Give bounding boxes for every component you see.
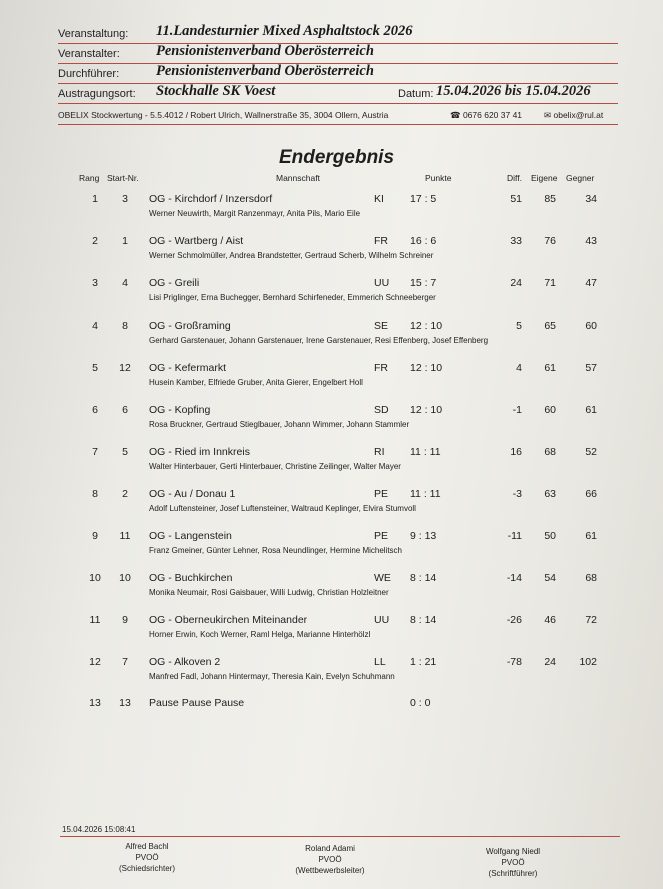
table-row <box>0 235 663 277</box>
signature-name: Roland Adami <box>305 844 355 853</box>
cell-start: 8 <box>122 320 128 332</box>
cell-team: OG - Alkoven 2 <box>149 656 221 668</box>
signature-role: (Schiedsrichter) <box>118 864 175 873</box>
cell-gegner: 61 <box>585 530 597 542</box>
cell-team: OG - Kirchdorf / Inzersdorf <box>149 193 273 205</box>
cell-team: OG - Großraming <box>149 320 231 332</box>
veranstaltung-value: 11.Landesturnier Mixed Asphaltstock 2026 <box>156 23 413 39</box>
cell-start: 6 <box>122 404 128 416</box>
table-row <box>0 362 663 404</box>
cell-diff: -78 <box>506 656 522 668</box>
cell-gegner: 47 <box>585 277 597 289</box>
cell-punkte: 11 : 11 <box>410 488 441 500</box>
table-row <box>0 697 663 739</box>
cell-code: WE <box>374 572 391 584</box>
cell-punkte: 8 : 14 <box>410 572 437 584</box>
cell-eigene: 50 <box>544 530 556 542</box>
cell-diff: -3 <box>512 488 522 500</box>
cell-code: KI <box>374 193 384 205</box>
header-veranstalter-row <box>58 42 618 64</box>
team-members: Husein Kamber, Elfriede Gruber, Anita Gierer, Engelbert Holl <box>149 378 363 387</box>
team-members: Horner Erwin, Koch Werner, Raml Helga, Marianne Hinterhölzl <box>149 630 371 639</box>
cell-eigene: 85 <box>544 193 556 205</box>
cell-gegner: 66 <box>585 488 597 500</box>
cell-rang: 11 <box>89 614 101 626</box>
team-members: Walter Hinterbauer, Gerti Hinterbauer, Christine Zeilinger, Walter Mayer <box>149 462 401 471</box>
veranstalter-value: Pensionistenverband Oberösterreich <box>156 43 374 59</box>
cell-diff: -1 <box>512 404 522 416</box>
phone-number: ☎ 0676 620 37 41 <box>450 110 523 120</box>
cell-start: 2 <box>122 488 128 500</box>
print-timestamp: 15.04.2026 15:08:41 <box>62 825 136 834</box>
cell-eigene: 60 <box>544 404 556 416</box>
cell-diff: -14 <box>506 572 522 584</box>
page-title: Endergebnis <box>278 147 395 168</box>
cell-gegner: 72 <box>585 614 597 626</box>
cell-code: PE <box>374 488 389 500</box>
cell-rang: 13 <box>89 697 101 709</box>
team-members: Adolf Luftensteiner, Josef Luftensteiner, Waltraud Keplinger, Elvira Stumvoll <box>149 504 416 513</box>
table-row <box>0 614 663 656</box>
cell-punkte: 15 : 7 <box>410 277 437 289</box>
cell-eigene: 54 <box>544 572 556 584</box>
cell-gegner: 52 <box>585 446 597 458</box>
divider <box>60 836 620 837</box>
cell-team: OG - Buchkirchen <box>149 572 233 584</box>
cell-eigene: 71 <box>544 277 556 289</box>
cell-code: PE <box>374 530 389 542</box>
cell-diff: 16 <box>510 446 522 458</box>
durchfuehrer-value: Pensionistenverband Oberösterreich <box>156 63 374 79</box>
cell-start: 9 <box>122 614 128 626</box>
cell-rang: 6 <box>92 404 98 416</box>
cell-eigene: 24 <box>544 656 556 668</box>
datum-label: Datum: <box>398 88 434 100</box>
cell-diff: 51 <box>510 193 522 205</box>
cell-eigene: 65 <box>544 320 556 332</box>
team-members: Franz Gmeiner, Günter Lehner, Rosa Neundlinger, Hermine Michelitsch <box>149 546 403 555</box>
cell-punkte: 12 : 10 <box>410 362 443 374</box>
cell-code: UU <box>374 277 390 289</box>
col-gegner: Gegner <box>566 173 595 183</box>
cell-code: SE <box>374 320 389 332</box>
header-durchfuehrer-row <box>58 62 618 84</box>
table-row <box>0 277 663 319</box>
cell-gegner: 34 <box>585 193 597 205</box>
cell-code: FR <box>374 235 388 247</box>
cell-team: OG - Oberneukirchen Miteinander <box>149 614 308 626</box>
cell-rang: 5 <box>92 362 98 374</box>
cell-diff: 4 <box>516 362 522 374</box>
durchfuehrer-label: Durchführer: <box>58 68 120 80</box>
team-members: Werner Neuwirth, Margit Ranzenmayr, Anita Pils, Mario Eile <box>149 209 361 218</box>
cell-team: OG - Ried im Innkreis <box>149 446 250 458</box>
cell-rang: 7 <box>92 446 98 458</box>
team-members: Rosa Bruckner, Gertraud Stieglbauer, Johann Wimmer, Johann Stammler <box>149 420 410 429</box>
cell-diff: -11 <box>507 530 522 542</box>
cell-start: 11 <box>119 530 131 542</box>
signature-name: Wolfgang Niedl <box>485 847 541 856</box>
cell-gegner: 68 <box>585 572 597 584</box>
datum-value: 15.04.2026 bis 15.04.2026 <box>436 83 591 99</box>
cell-punkte: 16 : 6 <box>410 235 437 247</box>
cell-start: 5 <box>122 446 128 458</box>
table-row <box>0 656 663 698</box>
header-veranstaltung-row <box>58 22 618 44</box>
cell-team: OG - Au / Donau 1 <box>149 488 236 500</box>
cell-rang: 2 <box>92 235 98 247</box>
company-info: OBELIX Stockwertung - 5.5.4012 / Robert Ulrich, Wallnerstraße 35, 3004 Ollern, Austria <box>58 110 389 120</box>
team-members: Gerhard Garstenauer, Johann Garstenauer, Irene Garstenauer, Resi Effenberg, Josef Effenberg <box>149 336 489 345</box>
signature-org: PVOÖ <box>501 858 525 867</box>
cell-rang: 10 <box>89 572 101 584</box>
cell-punkte: 8 : 14 <box>410 614 437 626</box>
cell-gegner: 102 <box>579 656 597 668</box>
cell-rang: 9 <box>92 530 98 542</box>
cell-start: 13 <box>119 697 131 709</box>
table-row <box>0 404 663 446</box>
cell-punkte: 1 : 21 <box>410 656 437 668</box>
signature-block <box>255 843 405 876</box>
col-mannschaft: Mannschaft <box>276 173 320 183</box>
divider <box>58 124 618 125</box>
table-row <box>0 320 663 362</box>
cell-team: OG - Kefermarkt <box>149 362 227 374</box>
divider <box>58 103 618 104</box>
cell-code: LL <box>374 656 386 668</box>
cell-eigene: 76 <box>544 235 556 247</box>
table-row <box>0 572 663 614</box>
cell-start: 4 <box>122 277 128 289</box>
col-rang: Rang <box>79 173 100 183</box>
cell-punkte: 17 : 5 <box>410 193 437 205</box>
signature-org: PVOÖ <box>135 853 159 862</box>
cell-diff: 24 <box>510 277 522 289</box>
team-members: Werner Schmolmüller, Andrea Brandstetter, Gertraud Scherb, Wilhelm Schreiner <box>149 251 434 260</box>
cell-code: RI <box>374 446 385 458</box>
signature-block <box>438 846 588 879</box>
cell-gegner: 60 <box>585 320 597 332</box>
veranstaltung-label: Veranstaltung: <box>58 28 129 40</box>
cell-rang: 8 <box>92 488 98 500</box>
cell-diff: 33 <box>510 235 522 247</box>
ort-label: Austragungsort: <box>58 88 136 100</box>
cell-rang: 12 <box>89 656 101 668</box>
signature-role: (Schriftführer) <box>488 869 538 878</box>
email-address: ✉ obelix@rul.at <box>544 110 604 120</box>
signature-role: (Wettbewerbsleiter) <box>295 866 365 875</box>
cell-punkte: 9 : 13 <box>410 530 437 542</box>
col-eigene: Eigene <box>531 173 558 183</box>
cell-punkte: 12 : 10 <box>410 404 443 416</box>
cell-eigene: 63 <box>544 488 556 500</box>
table-row <box>0 446 663 488</box>
cell-punkte: 11 : 11 <box>410 446 441 458</box>
col-punkte: Punkte <box>425 173 452 183</box>
cell-start: 3 <box>122 193 128 205</box>
cell-code: UU <box>374 614 390 626</box>
ort-value: Stockhalle SK Voest <box>156 83 276 99</box>
cell-team: OG - Wartberg / Aist <box>149 235 244 247</box>
signature-block <box>72 841 222 874</box>
cell-start: 1 <box>122 235 128 247</box>
cell-rang: 4 <box>92 320 98 332</box>
col-diff: Diff. <box>507 173 522 183</box>
cell-start: 10 <box>119 572 131 584</box>
cell-diff: 5 <box>516 320 522 332</box>
cell-rang: 1 <box>92 193 98 205</box>
header-ort-row <box>58 82 618 104</box>
cell-team: OG - Langenstein <box>149 530 232 542</box>
veranstalter-label: Veranstalter: <box>58 48 120 60</box>
signature-name: Alfred Bachl <box>125 842 169 851</box>
cell-team: OG - Kopfing <box>149 404 211 416</box>
cell-start: 7 <box>122 656 128 668</box>
cell-team: OG - Greili <box>149 277 200 289</box>
table-row <box>0 488 663 530</box>
cell-start: 12 <box>119 362 131 374</box>
cell-code: FR <box>374 362 388 374</box>
cell-punkte: 12 : 10 <box>410 320 443 332</box>
cell-gegner: 61 <box>585 404 597 416</box>
signature-org: PVOÖ <box>318 855 342 864</box>
cell-rang: 3 <box>92 277 98 289</box>
cell-diff: -26 <box>506 614 522 626</box>
cell-gegner: 43 <box>585 235 597 247</box>
cell-eigene: 46 <box>544 614 556 626</box>
team-members: Monika Neumair, Rosi Gaisbauer, Willi Ludwig, Christian Holzleitner <box>149 588 389 597</box>
table-row <box>0 193 663 235</box>
col-startnr: Start-Nr. <box>107 173 139 183</box>
cell-punkte: 0 : 0 <box>410 697 431 709</box>
cell-gegner: 57 <box>585 362 597 374</box>
team-members: Lisi Priglinger, Erna Buchegger, Bernhard Schirfeneder, Emmerich Schneeberger <box>149 293 436 302</box>
team-members: Manfred Fadl, Johann Hintermayr, Theresia Kain, Evelyn Schuhmann <box>149 672 395 681</box>
cell-code: SD <box>374 404 389 416</box>
cell-eigene: 61 <box>544 362 556 374</box>
table-row <box>0 530 663 572</box>
cell-team: Pause Pause Pause <box>149 697 245 709</box>
cell-eigene: 68 <box>544 446 556 458</box>
